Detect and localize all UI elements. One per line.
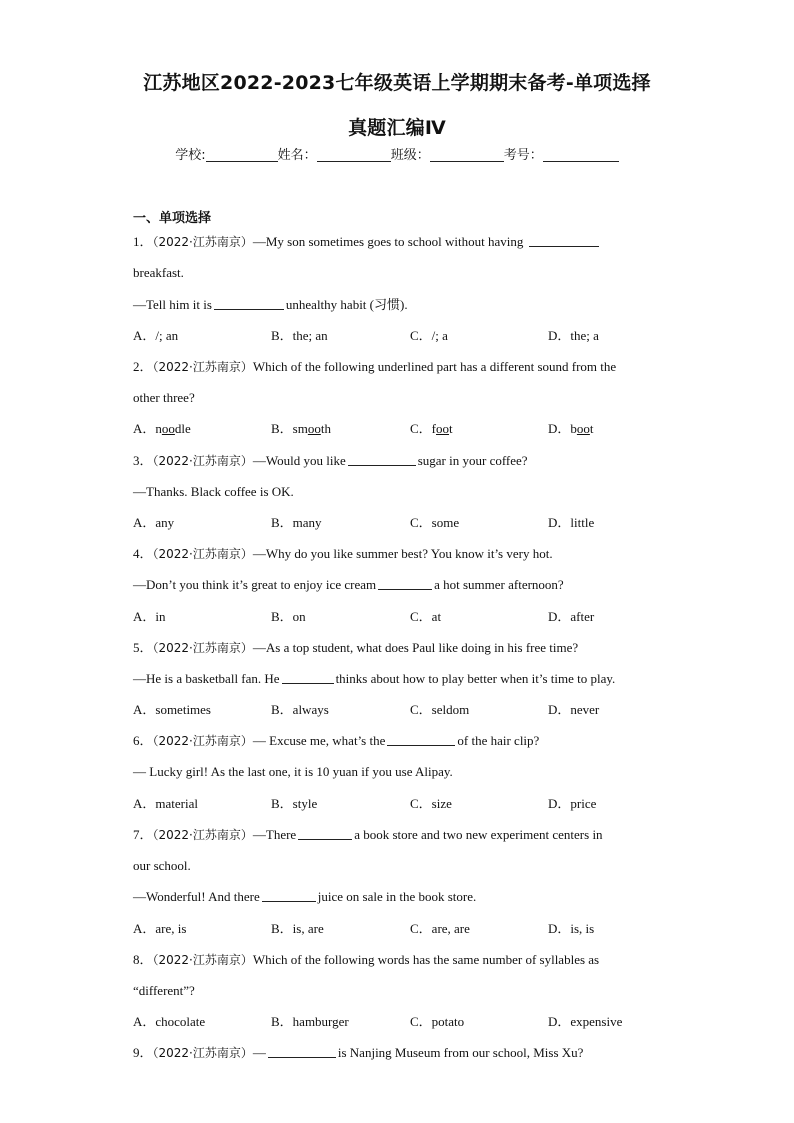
- option-d[interactable]: D．boot: [548, 421, 594, 436]
- question-number: 8．: [133, 952, 153, 967]
- question-5-reply: [133, 671, 663, 687]
- question-2-cont: other three?: [133, 390, 195, 405]
- question-4-reply: [133, 577, 663, 593]
- option-d[interactable]: D．price: [548, 796, 597, 811]
- question-1: [133, 234, 663, 250]
- question-number: 6．: [133, 733, 153, 748]
- option-c[interactable]: C．size: [410, 796, 452, 811]
- option-b[interactable]: B．style: [271, 796, 318, 811]
- question-number: 3．: [133, 453, 153, 468]
- underlined-part: oo: [161, 421, 175, 436]
- option-b[interactable]: B．always: [271, 702, 329, 717]
- option-c[interactable]: C．potato: [410, 1014, 465, 1029]
- question-1-reply: [133, 297, 663, 313]
- option-c[interactable]: C．/; a: [410, 328, 448, 343]
- answer-blank[interactable]: [268, 1045, 336, 1058]
- question-text: Which of the following words has the same number of syllables as: [252, 952, 600, 967]
- school-field[interactable]: [206, 147, 278, 162]
- answer-blank[interactable]: [387, 733, 455, 746]
- name-label: 姓名：: [277, 148, 317, 163]
- question-source: （2022·江苏南京）: [152, 641, 253, 655]
- answer-blank[interactable]: [214, 297, 284, 310]
- question-source: （2022·江苏南京）: [152, 454, 253, 468]
- answer-blank[interactable]: [262, 889, 316, 902]
- option-c[interactable]: C．some: [410, 515, 460, 530]
- question-1-cont: breakfast.: [133, 265, 184, 280]
- answer-blank[interactable]: [529, 234, 599, 247]
- question-text: —Why do you like summer best? You know it’s very hot.: [252, 546, 553, 561]
- answer-blank[interactable]: [378, 577, 432, 590]
- number-field[interactable]: [543, 147, 619, 162]
- reply-text: unhealthy habit (习惯).: [285, 297, 408, 312]
- underlined-part: oo: [307, 421, 321, 436]
- question-text: of the hair clip?: [457, 733, 540, 748]
- option-a[interactable]: A．material: [133, 796, 198, 811]
- reply-text: thinks about how to play better when it’s time to play.: [335, 671, 616, 686]
- question-text: —There: [252, 827, 297, 842]
- question-number: 2．: [133, 359, 153, 374]
- option-a[interactable]: A．are, is: [133, 921, 187, 936]
- question-8-cont: “different”?: [133, 983, 195, 998]
- option-a[interactable]: A．in: [133, 609, 166, 624]
- question-number: 9．: [133, 1045, 153, 1060]
- class-label: 班级：: [390, 148, 430, 163]
- reply-text: a hot summer afternoon?: [434, 577, 564, 592]
- option-a[interactable]: A．noodle: [133, 421, 191, 436]
- option-b[interactable]: B．on: [271, 609, 306, 624]
- number-label: 考号：: [503, 148, 543, 163]
- question-5: [133, 640, 663, 656]
- section-heading: 一、单项选择: [133, 211, 212, 226]
- question-source: （2022·江苏南京）: [152, 235, 253, 249]
- reply-text: —Don’t you think it’s great to enjoy ice cream: [133, 577, 377, 592]
- question-text: —My son sometimes goes to school without having: [252, 234, 524, 249]
- option-a[interactable]: A．sometimes: [133, 702, 211, 717]
- question-9: [133, 1045, 663, 1061]
- question-6-reply: — Lucky girl! As the last one, it is 10 yuan if you use Alipay.: [133, 764, 453, 779]
- option-b[interactable]: B．is, are: [271, 921, 324, 936]
- option-d[interactable]: D．expensive: [548, 1014, 623, 1029]
- answer-blank[interactable]: [282, 671, 334, 684]
- question-7: [133, 827, 663, 843]
- question-text: sugar in your coffee?: [417, 453, 528, 468]
- name-field[interactable]: [317, 147, 391, 162]
- document-title: 江苏地区2022-2023七年级英语上学期期末备考-单项选择: [143, 72, 651, 94]
- document-subtitle: 真题汇编Ⅳ: [348, 117, 446, 139]
- question-8: [133, 952, 663, 968]
- question-text: is Nanjing Museum from our school, Miss Xu?: [337, 1045, 584, 1060]
- reply-text: —Wonderful! And there: [133, 889, 260, 904]
- question-number: 7．: [133, 827, 153, 842]
- option-b[interactable]: B．the; an: [271, 328, 328, 343]
- option-c[interactable]: C．at: [410, 609, 442, 624]
- answer-blank[interactable]: [298, 827, 352, 840]
- reply-text: —He is a basketball fan. He: [133, 671, 280, 686]
- question-source: （2022·江苏南京）: [152, 547, 253, 561]
- question-number: 1．: [133, 234, 153, 249]
- question-text: — Excuse me, what’s the: [252, 733, 386, 748]
- option-a[interactable]: A．chocolate: [133, 1014, 206, 1029]
- question-2: [133, 359, 663, 375]
- answer-blank[interactable]: [348, 453, 416, 466]
- underlined-part: oo: [436, 421, 450, 436]
- question-text: —Would you like: [252, 453, 346, 468]
- question-text: —: [252, 1045, 266, 1060]
- question-3: [133, 453, 663, 469]
- option-b[interactable]: B．smooth: [271, 421, 331, 436]
- question-source: （2022·江苏南京）: [152, 1046, 253, 1060]
- question-6: [133, 733, 663, 749]
- option-c[interactable]: C．foot: [410, 421, 453, 436]
- reply-text: —Tell him it is: [133, 297, 212, 312]
- option-d[interactable]: D．after: [548, 609, 595, 624]
- question-text: a book store and two new experiment centers in: [354, 827, 603, 842]
- option-c[interactable]: C．seldom: [410, 702, 470, 717]
- question-7-cont: our school.: [133, 858, 191, 873]
- class-field[interactable]: [430, 147, 504, 162]
- question-4: [133, 546, 663, 562]
- option-d[interactable]: D．the; a: [548, 328, 599, 343]
- question-source: （2022·江苏南京）: [152, 734, 253, 748]
- option-d[interactable]: D．is, is: [548, 921, 595, 936]
- underlined-part: oo: [576, 421, 590, 436]
- option-a[interactable]: A．/; an: [133, 328, 179, 343]
- question-source: （2022·江苏南京）: [152, 828, 253, 842]
- option-c[interactable]: C．are, are: [410, 921, 470, 936]
- question-number: 5．: [133, 640, 153, 655]
- reply-text: juice on sale in the book store.: [317, 889, 477, 904]
- question-text: Which of the following underlined part has a different sound from the: [252, 359, 617, 374]
- question-source: （2022·江苏南京）: [152, 953, 253, 967]
- option-b[interactable]: B．hamburger: [271, 1014, 349, 1029]
- option-d[interactable]: D．never: [548, 702, 600, 717]
- question-7-reply: [133, 889, 663, 905]
- question-3-reply: —Thanks. Black coffee is OK.: [133, 484, 294, 499]
- question-source: （2022·江苏南京）: [152, 360, 253, 374]
- option-b[interactable]: B．many: [271, 515, 322, 530]
- question-number: 4．: [133, 546, 153, 561]
- question-text: —As a top student, what does Paul like doing in his free time?: [252, 640, 579, 655]
- option-a[interactable]: A．any: [133, 515, 175, 530]
- school-label: 学校:: [175, 148, 206, 163]
- student-info-line: [0, 144, 794, 163]
- option-d[interactable]: D．little: [548, 515, 595, 530]
